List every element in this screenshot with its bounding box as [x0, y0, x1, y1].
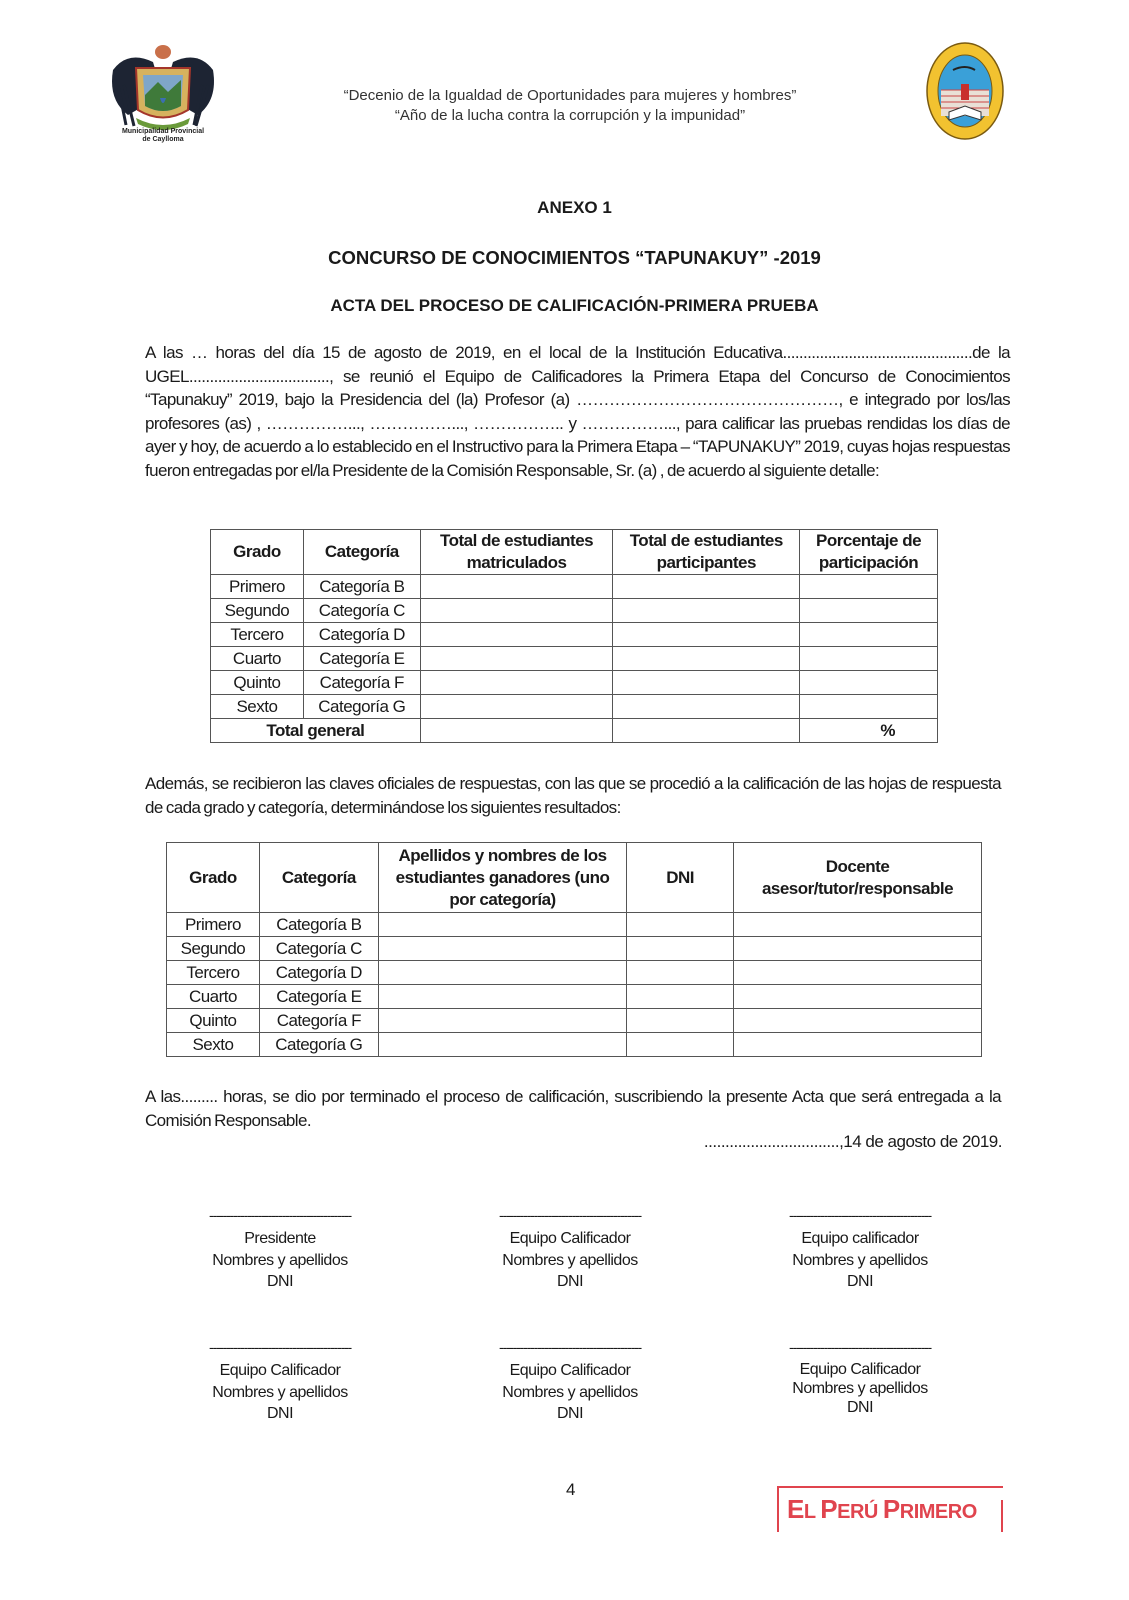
closing-paragraph-text: A las......... horas, se dio por terminado el proceso de calificación, suscribiendo la presente Acta que será entregada a la Comisión Responsable.	[145, 1087, 1001, 1130]
grado-cell: Segundo	[211, 599, 304, 623]
dni-cell[interactable]	[627, 985, 734, 1009]
categoria-cell: Categoría F	[259, 1009, 378, 1033]
signature-name-label: Nombres y apellidos	[792, 1251, 928, 1269]
signature-block-equipo-calificador-4	[450, 1340, 690, 1425]
signature-role: Equipo calificador	[801, 1230, 919, 1247]
signature-dni-label: DNI	[266, 1273, 294, 1290]
header-categoria: Categoría	[259, 843, 378, 913]
closing-paragraph	[145, 1085, 1001, 1132]
brand-letter: P	[820, 1494, 838, 1524]
docente-cell[interactable]	[734, 937, 982, 961]
header-grado: Grado	[167, 843, 260, 913]
municipal-coat-of-arms-logo	[108, 40, 218, 145]
matriculados-cell[interactable]	[420, 647, 613, 671]
porcentaje-cell[interactable]	[800, 599, 938, 623]
header-total-matriculados: Total de estudiantes matriculados	[420, 530, 613, 575]
table-row	[211, 647, 938, 671]
ganador-cell[interactable]	[378, 1033, 627, 1057]
matriculados-cell[interactable]	[420, 575, 613, 599]
winners-table	[166, 842, 982, 1057]
categoria-cell: Categoría C	[259, 937, 378, 961]
header-porcentaje: Porcentaje de participación	[800, 530, 938, 575]
brand-letter: P	[882, 1494, 900, 1524]
signature-line: -----------------------------------------	[789, 1208, 931, 1222]
porcentaje-cell[interactable]	[800, 695, 938, 719]
ganador-cell[interactable]	[378, 937, 627, 961]
header-grado: Grado	[211, 530, 304, 575]
signature-block-presidente	[160, 1208, 400, 1293]
participantes-cell[interactable]	[613, 695, 800, 719]
participantes-cell[interactable]	[613, 599, 800, 623]
brand-letters: L	[803, 1501, 821, 1523]
total-percent-cell[interactable]: %	[800, 719, 938, 743]
categoria-cell: Categoría G	[259, 1033, 378, 1057]
signature-role: Equipo Calificador	[799, 1361, 921, 1378]
intro-paragraph-text: A las … horas del día 15 de agosto de 2019, en el local de la Institución Educativa..............................................de la UGEL.................................., se reunió el Equipo de Calificadores la Primera Etapa del Concurso de Conocimientos “Tapunakuy” 2019, bajo la Presidencia del (la) Profesor (a) …………………………………………, e integrado por los/las profesores (as) , ……………..., ……………..., …………….. y ……………..., para calificar las pruebas rendidas los días de ayer y hoy, de acuerdo a lo establecido en el Instructivo para la Primera Etapa – “TAPUNAKUY” 2019, cuyas hojas respuestas fueron entregadas por el/la Presidente de la Comisión Responsable, Sr. (a) , de acuerdo al siguiente detalle:	[145, 343, 1010, 480]
signature-block-equipo-calificador-2	[740, 1208, 980, 1293]
table-row	[167, 913, 982, 937]
results-paragraph	[145, 772, 1001, 819]
signature-line: -----------------------------------------	[209, 1340, 351, 1354]
participantes-cell[interactable]	[613, 575, 800, 599]
signature-line: -----------------------------------------	[209, 1208, 351, 1222]
participantes-cell[interactable]	[613, 623, 800, 647]
participantes-cell[interactable]	[613, 671, 800, 695]
docente-cell[interactable]	[734, 913, 982, 937]
signature-role: Presidente	[244, 1230, 316, 1247]
ugel-caylloma-seal-icon	[915, 40, 1015, 142]
grado-cell: Tercero	[211, 623, 304, 647]
signature-name-label: Nombres y apellidos	[502, 1251, 638, 1269]
ugel-caylloma-seal-logo	[915, 40, 1015, 142]
motto-line-2: “Año de la lucha contra la corrupción y la impunidad”	[394, 107, 746, 124]
table-row	[167, 985, 982, 1009]
porcentaje-cell[interactable]	[800, 623, 938, 647]
dni-cell[interactable]	[627, 937, 734, 961]
grado-cell: Sexto	[167, 1033, 260, 1057]
header-docente: Docente asesor/tutor/responsable	[734, 843, 982, 913]
signature-role: Equipo Calificador	[509, 1362, 631, 1379]
table-row	[211, 695, 938, 719]
dni-cell[interactable]	[627, 913, 734, 937]
participantes-cell[interactable]	[613, 647, 800, 671]
brand-letter: E	[787, 1494, 804, 1524]
header-dni: DNI	[627, 843, 734, 913]
table-row	[167, 1033, 982, 1057]
participation-table	[210, 529, 938, 743]
signature-block-equipo-calificador-5	[740, 1340, 980, 1417]
grado-cell: Cuarto	[167, 985, 260, 1009]
signature-line: -----------------------------------------	[499, 1208, 641, 1222]
porcentaje-cell[interactable]	[800, 647, 938, 671]
participation-table-header-row	[211, 530, 938, 575]
grado-cell: Cuarto	[211, 647, 304, 671]
motto-line-1: “Decenio de la Igualdad de Oportunidades para mujeres y hombres”	[343, 87, 797, 104]
municipality-caption-line1: Municipalidad Provincial	[121, 128, 205, 135]
table-row	[167, 937, 982, 961]
total-general-label: Total general	[211, 719, 421, 743]
header-estudiantes-ganadores: Apellidos y nombres de los estudiantes ganadores (uno por categoría)	[378, 843, 627, 913]
table-row	[211, 575, 938, 599]
ganador-cell[interactable]	[378, 1009, 627, 1033]
docente-cell[interactable]	[734, 1009, 982, 1033]
signature-name-label: Nombres y apellidos	[792, 1380, 928, 1397]
brand-letters: ERÚ	[837, 1501, 883, 1523]
signature-line: -----------------------------------------	[789, 1340, 931, 1354]
total-matriculados-cell[interactable]	[420, 719, 613, 743]
signature-dni-label: DNI	[266, 1405, 294, 1422]
matriculados-cell[interactable]	[420, 671, 613, 695]
table-row	[211, 599, 938, 623]
contest-title: CONCURSO DE CONOCIMIENTOS “TAPUNAKUY” -2019	[328, 247, 821, 268]
categoria-cell: Categoría B	[259, 913, 378, 937]
categoria-cell: Categoría B	[303, 575, 420, 599]
ganador-cell[interactable]	[378, 913, 627, 937]
matriculados-cell[interactable]	[420, 623, 613, 647]
signature-role: Equipo Calificador	[509, 1230, 631, 1247]
el-peru-primero-logo	[777, 1486, 1003, 1532]
porcentaje-cell[interactable]	[800, 575, 938, 599]
total-row	[211, 719, 938, 743]
docente-cell[interactable]	[734, 1033, 982, 1057]
municipality-caption-line2: de Caylloma	[142, 136, 184, 143]
dni-cell[interactable]	[627, 1033, 734, 1057]
winners-table-header-row	[167, 843, 982, 913]
total-participantes-cell[interactable]	[613, 719, 800, 743]
grado-cell: Tercero	[167, 961, 260, 985]
grado-cell: Quinto	[167, 1009, 260, 1033]
annex-title: ANEXO 1	[537, 198, 612, 217]
header-categoria: Categoría	[303, 530, 420, 575]
brand-wordmark	[787, 1494, 977, 1525]
categoria-cell: Categoría F	[303, 671, 420, 695]
categoria-cell: Categoría D	[259, 961, 378, 985]
matriculados-cell[interactable]	[420, 599, 613, 623]
act-title: ACTA DEL PROCESO DE CALIFICACIÓN-PRIMERA PRUEBA	[330, 296, 819, 315]
table-row	[211, 671, 938, 695]
signature-dni-label: DNI	[556, 1405, 584, 1422]
matriculados-cell[interactable]	[420, 695, 613, 719]
table-row	[167, 961, 982, 985]
signature-dni-label: DNI	[846, 1399, 874, 1416]
table-row	[167, 1009, 982, 1033]
categoria-cell: Categoría E	[303, 647, 420, 671]
grado-cell: Sexto	[211, 695, 304, 719]
header-total-participantes: Total de estudiantes participantes	[613, 530, 800, 575]
dni-cell[interactable]	[627, 1009, 734, 1033]
signature-dni-label: DNI	[846, 1273, 874, 1290]
page-number: 4	[566, 1480, 576, 1499]
brand-letters: RIMERO	[899, 1501, 977, 1523]
categoria-cell: Categoría G	[303, 695, 420, 719]
docente-cell[interactable]	[734, 961, 982, 985]
categoria-cell: Categoría C	[303, 599, 420, 623]
grado-cell: Segundo	[167, 937, 260, 961]
signature-dni-label: DNI	[556, 1273, 584, 1290]
signature-name-label: Nombres y apellidos	[502, 1383, 638, 1401]
grado-cell: Primero	[211, 575, 304, 599]
header-motto	[300, 86, 840, 126]
signature-name-label: Nombres y apellidos	[212, 1251, 348, 1269]
signature-block-equipo-calificador-1	[450, 1208, 690, 1293]
categoria-cell: Categoría D	[303, 623, 420, 647]
ganador-cell[interactable]	[378, 985, 627, 1009]
docente-cell[interactable]	[734, 985, 982, 1009]
grado-cell: Quinto	[211, 671, 304, 695]
results-paragraph-text: Además, se recibieron las claves oficiales de respuestas, con las que se procedió a la calificación de las hojas de respuesta de cada grado y categoría, determinándose los siguientes resultados:	[145, 774, 1001, 817]
categoria-cell: Categoría E	[259, 985, 378, 1009]
intro-paragraph	[145, 341, 1010, 482]
table-row	[211, 623, 938, 647]
porcentaje-cell[interactable]	[800, 671, 938, 695]
brand-frame-right-icon	[1001, 1500, 1003, 1532]
signature-line: -----------------------------------------	[499, 1340, 641, 1354]
ganador-cell[interactable]	[378, 961, 627, 985]
date-line: ................................,14 de agosto de 2019.	[703, 1132, 1002, 1151]
signature-block-equipo-calificador-3	[160, 1340, 400, 1425]
signature-role: Equipo Calificador	[219, 1362, 341, 1379]
dni-cell[interactable]	[627, 961, 734, 985]
signature-name-label: Nombres y apellidos	[212, 1383, 348, 1401]
grado-cell: Primero	[167, 913, 260, 937]
